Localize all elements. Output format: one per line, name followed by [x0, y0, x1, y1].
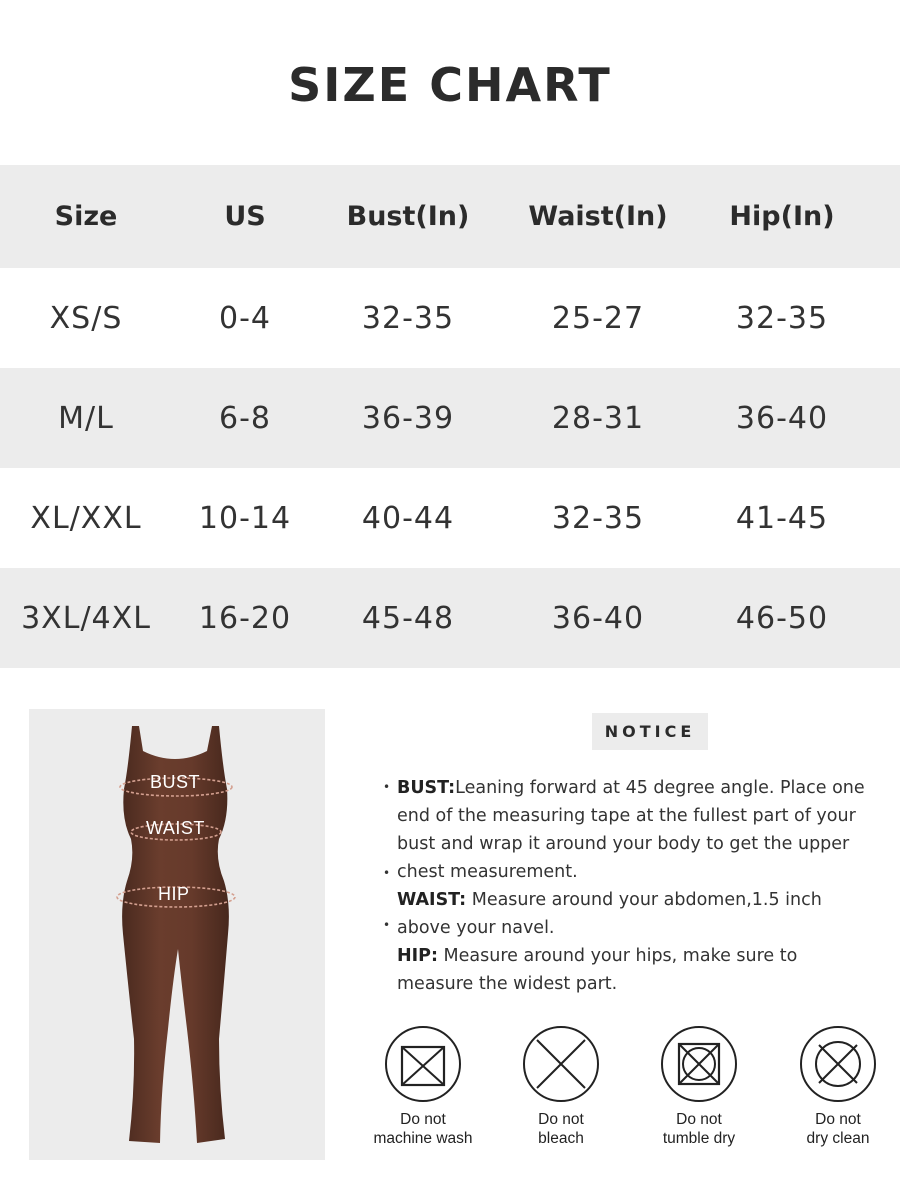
table-cell: 32-35	[735, 300, 829, 336]
header-cell-us: US	[224, 201, 266, 232]
measurement-instructions	[397, 774, 877, 998]
bullet-dot: •	[383, 918, 391, 932]
table-cell: M/L	[58, 400, 114, 436]
size-table	[0, 165, 900, 668]
header-cell-size: Size	[54, 201, 118, 232]
bullet-dot: •	[383, 866, 391, 880]
table-row	[0, 468, 900, 568]
table-cell: 41-45	[735, 500, 829, 536]
care-item-tumble-dry	[629, 1025, 769, 1148]
header-cell-bust: Bust(In)	[346, 201, 470, 232]
waist-label: WAIST	[146, 818, 205, 838]
no-dry-clean-icon	[799, 1025, 877, 1103]
no-bleach-icon	[522, 1025, 600, 1103]
no-tumble-dry-icon	[660, 1025, 738, 1103]
table-row	[0, 568, 900, 668]
table-cell: 0-4	[219, 300, 271, 336]
table-cell: 25-27	[551, 300, 645, 336]
table-cell: 3XL/4XL	[21, 600, 151, 636]
hip-label: HIP	[158, 884, 190, 904]
care-label-line2: dry clean	[806, 1130, 870, 1147]
table-cell: 36-39	[361, 400, 455, 436]
table-cell: 36-40	[551, 600, 645, 636]
care-label-line1: Do not	[538, 1111, 584, 1128]
garment-measurement-figure	[29, 709, 325, 1160]
instruction-waist	[397, 886, 877, 942]
instruction-text: Leaning forward at 45 degree angle. Place one end of the measuring tape at the fullest part of your bust and wrap it around your body to get the upper chest measurement.	[397, 778, 865, 882]
care-label-line2: tumble dry	[662, 1130, 736, 1147]
table-cell: XL/XXL	[30, 500, 142, 536]
care-label-line2: bleach	[538, 1130, 584, 1147]
table-cell: 32-35	[551, 500, 645, 536]
care-item-machine-wash	[353, 1025, 493, 1148]
notice-heading: NOTICE	[592, 713, 708, 750]
bust-label: BUST	[150, 772, 201, 792]
table-cell: 36-40	[735, 400, 829, 436]
instruction-term: BUST:	[397, 778, 456, 798]
table-cell: 28-31	[551, 400, 645, 436]
table-cell: 40-44	[361, 500, 455, 536]
instruction-hip	[397, 942, 877, 998]
instruction-text: Measure around your abdomen,1.5 inch above your navel.	[397, 890, 822, 938]
no-machine-wash-icon	[384, 1025, 462, 1103]
header-cell-waist: Waist(In)	[528, 201, 668, 232]
care-label-line1: Do not	[676, 1111, 722, 1128]
instruction-term: HIP:	[397, 946, 438, 966]
instruction-bust	[397, 774, 877, 886]
instruction-term: WAIST:	[397, 890, 467, 910]
table-row	[0, 268, 900, 368]
care-label-line2: machine wash	[373, 1130, 473, 1147]
care-item-dry-clean	[768, 1025, 900, 1148]
table-cell: 45-48	[361, 600, 455, 636]
table-cell: 10-14	[198, 500, 292, 536]
table-header-row	[0, 165, 900, 268]
instruction-text: Measure around your hips, make sure to measure the widest part.	[397, 946, 798, 994]
table-cell: 16-20	[198, 600, 292, 636]
table-cell: 32-35	[361, 300, 455, 336]
bullet-dot: •	[383, 780, 391, 794]
table-cell: 46-50	[735, 600, 829, 636]
care-label-line1: Do not	[400, 1111, 446, 1128]
page-title: SIZE CHART	[288, 58, 612, 112]
table-cell: XS/S	[49, 300, 123, 336]
header-cell-hip: Hip(In)	[729, 201, 835, 232]
care-label-line1: Do not	[815, 1111, 861, 1128]
care-item-bleach	[491, 1025, 631, 1148]
table-row	[0, 368, 900, 468]
table-cell: 6-8	[219, 400, 271, 436]
